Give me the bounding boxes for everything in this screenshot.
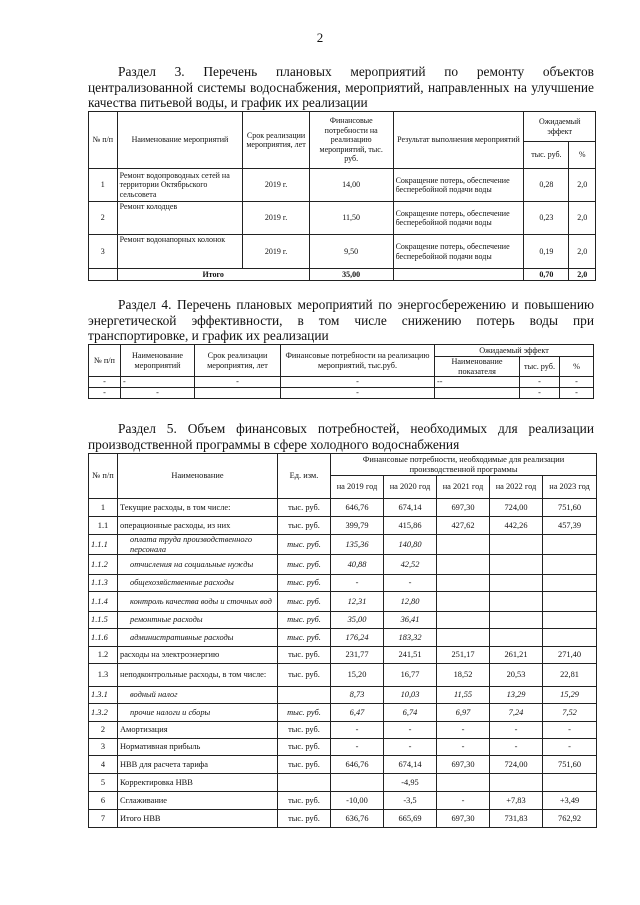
section5-table (88, 453, 597, 828)
table-row: - - - - - (89, 388, 594, 399)
table-row: 1.2 расходы на электроэнергию тыс. руб. 231,77 241,51 251,17 261,21 271,40 (89, 647, 597, 664)
table-row: 1.3.2 прочие налоги и сборы тыс. руб. 6,47 6,74 6,97 7,24 7,52 (89, 704, 597, 722)
col-indicator-header: Наименование показателя (435, 357, 520, 377)
col-pct-header: % (560, 357, 594, 377)
col-year-2021: на 2021 год (437, 476, 490, 499)
page-number: 2 (316, 30, 324, 45)
total-row: Итого 35,00 0,70 2,0 (89, 269, 596, 281)
col-effect-pct-header: % (569, 142, 596, 169)
col-rub-header: тыс. руб. (520, 357, 560, 377)
col-name-header: Наименование мероприятий (117, 112, 243, 169)
col-finance-header: Финансовые потребности на реализацию мероприятий, тыс.руб. (281, 345, 435, 377)
col-name-header: Наименование мероприятий (121, 345, 195, 377)
col-result-header: Результат выполнения мероприятий (393, 112, 524, 169)
table-row: 3 Нормативная прибыль тыс. руб. - - - - - (89, 739, 597, 756)
table-row: 1.1.1 оплата труда производственного персонала тыс. руб. 135,36 140,80 (89, 535, 597, 555)
section4-heading: Раздел 4. Перечень плановых мероприятий по энергосбережению и повышению энергетической эффективности, в том числе снижению потерь воды при транспортировке, и график их реализации (88, 297, 594, 343)
table-row: 1.3.1 водный налог 8,73 10,03 11,55 13,29 15,29 (89, 687, 597, 704)
table-row: 1.1.6 административные расходы тыс. руб. 176,24 183,32 (89, 629, 597, 647)
col-finance-header: Финансовые потребности на реализацию мероприятий, тыс. руб. (309, 112, 393, 169)
col-year-2019: на 2019 год (331, 476, 384, 499)
col-effect-header: Ожидаемый эффект (524, 112, 596, 142)
table-row: 1.3 неподконтрольные расходы, в том числе: тыс. руб. 15,20 16,77 18,52 20,53 22,81 (89, 664, 597, 687)
col-finance-header: Финансовые потребности, необходимые для реализации производственной программы (331, 454, 597, 476)
col-num-header: № п/п (89, 112, 118, 169)
col-year-2020: на 2020 год (384, 476, 437, 499)
section3-table (88, 111, 596, 281)
col-name-header: Наименование (118, 454, 278, 499)
table-row: 3 Ремонт водонапорных колонок 2019 г. 9,50 Сокращение потерь, обеспечение бесперебойной подачи воды 0,19 2,0 (89, 235, 596, 269)
col-num-header: № п/п (89, 454, 118, 499)
table-row: 7 Итого НВВ тыс. руб. 636,76 665,69 697,30 731,83 762,92 (89, 810, 597, 828)
table-row: 2 Амортизация тыс. руб. - - - - - (89, 722, 597, 739)
section5-heading: Раздел 5. Объем финансовых потребностей, необходимых для реализации производственной программы в сфере холодного водоснабжения (88, 421, 594, 452)
table-row: 2 Ремонт колодцев 2019 г. 11,50 Сокращение потерь, обеспечение бесперебойной подачи воды 0,23 2,0 (89, 202, 596, 235)
col-num-header: № п/п (89, 345, 121, 377)
col-year-2022: на 2022 год (490, 476, 543, 499)
table-row: 1 Ремонт водопроводных сетей на территории Октябрьского сельсовета 2019 г. 14,00 Сокращение потерь, обеспечение бесперебойной подачи воды 0,28 2,0 (89, 169, 596, 202)
table-row: 6 Сглаживание тыс. руб. -10,00 -3,5 - +7,83 +3,49 (89, 792, 597, 810)
col-period-header: Срок реализации мероприятия, лет (243, 112, 309, 169)
table-row: 1.1 операционные расходы, из них тыс. руб. 399,79 415,86 427,62 442,26 457,39 (89, 517, 597, 535)
table-row: 5 Корректировка НВВ -4,95 (89, 774, 597, 792)
col-effect-header: Ожидаемый эффект (435, 345, 594, 357)
table-row: 1.1.2 отчисления на социальные нужды тыс. руб. 40,88 42,52 (89, 555, 597, 575)
table-row: 1.1.4 контроль качества воды и сточных вод тыс. руб. 12,31 12,80 (89, 592, 597, 612)
table-row: - - - - -- - - (89, 377, 594, 388)
table-row: 4 НВВ для расчета тарифа тыс. руб. 646,76 674,14 697,30 724,00 751,60 (89, 756, 597, 774)
col-effect-rub-header: тыс. руб. (524, 142, 569, 169)
table-row: 1.1.5 ремонтные расходы тыс. руб. 35,00 36,41 (89, 612, 597, 629)
section4-table (88, 344, 594, 399)
section3-heading: Раздел 3. Перечень плановых мероприятий по ремонту объектов централизованной системы водоснабжения, мероприятий, направленных на улучшение качества питьевой воды, и график их реализации (88, 64, 594, 110)
col-unit-header: Ед. изм. (278, 454, 331, 499)
col-period-header: Срок реализации мероприятия, лет (195, 345, 281, 377)
table-row: 1 Текущие расходы, в том числе: тыс. руб. 646,76 674,14 697,30 724,00 751,60 (89, 499, 597, 517)
table-row: 1.1.3 общехозяйственные расходы тыс. руб. - - (89, 575, 597, 592)
col-year-2023: на 2023 год (543, 476, 597, 499)
